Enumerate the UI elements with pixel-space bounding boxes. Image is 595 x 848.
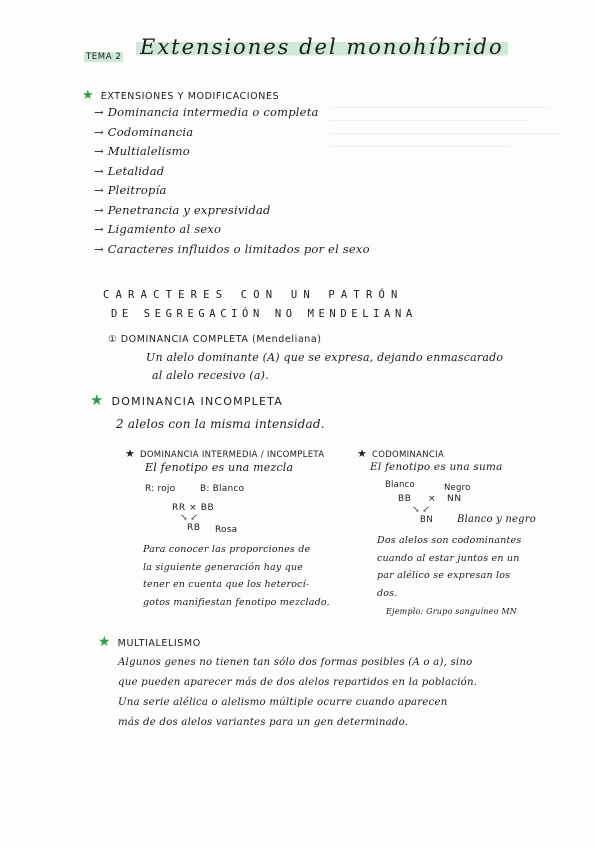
extensiones-heading: EXTENSIONES Y MODIFICACIONES bbox=[100, 91, 280, 102]
list-item: → Penetrancia y expresividad bbox=[94, 202, 271, 217]
blanco-label: Blanco bbox=[385, 480, 415, 490]
incompleta-heading: DOMINANCIA INCOMPLETA bbox=[111, 395, 283, 408]
nn-genotype: NN bbox=[447, 494, 462, 504]
completa-line-1: Un alelo dominante (A) que se expresa, dejando enmascarado bbox=[146, 351, 504, 364]
patron-line-1: CARACTERES CON UN PATRÓN bbox=[103, 289, 404, 301]
list-item: → Dominancia intermedia o completa bbox=[94, 105, 319, 119]
cross-symbol: × bbox=[428, 494, 437, 504]
codominancia-note: Dos alelos son codominantes cuando al estar juntos en un par alélico se expresan los dos. bbox=[377, 535, 522, 599]
extensiones-heading-row bbox=[82, 84, 279, 103]
arrow-icon: → bbox=[94, 222, 108, 236]
incompleta-text: 2 alelos con la misma intensidad. bbox=[116, 417, 325, 431]
page-header bbox=[84, 44, 123, 63]
codominancia-heading-row bbox=[357, 442, 444, 461]
multialelismo-text: Algunos genes no tienen tan sólo dos formas posibles (A o a), sino que pueden aparecer más de dos alelos repartidos en la población. Una serie alélica o alelismo múltiple ocurre cuando aparecen más de dos alelos variantes para un gen determinado. bbox=[118, 657, 478, 728]
codominancia-result: BN bbox=[420, 515, 434, 525]
multialelismo-heading: MULTIALELISMO bbox=[117, 638, 201, 649]
b-label: B: Blanco bbox=[200, 484, 245, 494]
tema-label: TEMA 2 bbox=[86, 52, 122, 62]
arrow-icon: → bbox=[94, 124, 108, 139]
list-item: → Pleitropía bbox=[94, 183, 167, 197]
codominancia-heading: CODOMINANCIA bbox=[371, 450, 445, 460]
codominancia-line-1: El fenotipo es una suma bbox=[370, 461, 503, 473]
intermedia-heading-row bbox=[125, 442, 324, 461]
arrow-icon: → bbox=[94, 202, 108, 217]
list-item: → Caracteres influidos o limitados por el sexo bbox=[94, 241, 370, 256]
list-item: → Codominancia bbox=[94, 124, 194, 139]
star-icon: ★ bbox=[357, 447, 367, 460]
cross-result-label: Rosa bbox=[215, 525, 238, 535]
cross-arrows-icon: ↘ ↙ bbox=[412, 505, 430, 515]
arrow-icon: → bbox=[94, 163, 108, 178]
codominancia-result-label: Blanco y negro bbox=[457, 514, 536, 525]
list-item: → Multialelismo bbox=[94, 144, 190, 158]
extensiones-list bbox=[94, 103, 370, 259]
arrow-icon: → bbox=[94, 105, 108, 119]
completa-heading: ① DOMINANCIA COMPLETA (Mendeliana) bbox=[108, 334, 322, 345]
cross-result: RB bbox=[187, 523, 201, 533]
star-icon: ★ bbox=[82, 88, 94, 103]
bb-genotype: BB bbox=[398, 494, 412, 504]
arrow-icon: → bbox=[94, 144, 108, 158]
star-icon: ★ bbox=[90, 391, 104, 409]
list-item: → Ligamiento al sexo bbox=[94, 222, 222, 236]
incompleta-heading-row bbox=[90, 390, 283, 409]
cross-arrows-icon: ↘ ↙ bbox=[180, 513, 198, 523]
patron-line-2: DE SEGREGACIÓN NO MENDELIANA bbox=[111, 308, 417, 320]
codominancia-example: Ejemplo: Grupo sanguíneo MN bbox=[386, 607, 517, 616]
multialelismo-heading-row bbox=[98, 631, 201, 650]
completa-line-2: al alelo recesivo (a). bbox=[152, 369, 269, 382]
arrow-icon: → bbox=[94, 241, 108, 256]
star-icon: ★ bbox=[125, 447, 135, 460]
r-label: R: rojo bbox=[145, 484, 176, 494]
cross: RR × BB bbox=[172, 503, 215, 513]
intermedia-line-1: El fenotipo es una mezcla bbox=[145, 461, 294, 474]
list-item: → Letalidad bbox=[94, 163, 165, 178]
arrow-icon: → bbox=[94, 183, 108, 197]
page-title: Extensiones del monohíbrido bbox=[136, 35, 508, 59]
star-icon: ★ bbox=[98, 634, 111, 650]
intermedia-heading: DOMINANCIA INTERMEDIA / INCOMPLETA bbox=[139, 450, 325, 460]
negro-label: Negro bbox=[444, 483, 471, 493]
intermedia-note: Para conocer las proporciones de la siguiente generación hay que tener en cuenta que los heterocí- gotos manifiestan fenotipo mezclado. bbox=[143, 544, 330, 608]
